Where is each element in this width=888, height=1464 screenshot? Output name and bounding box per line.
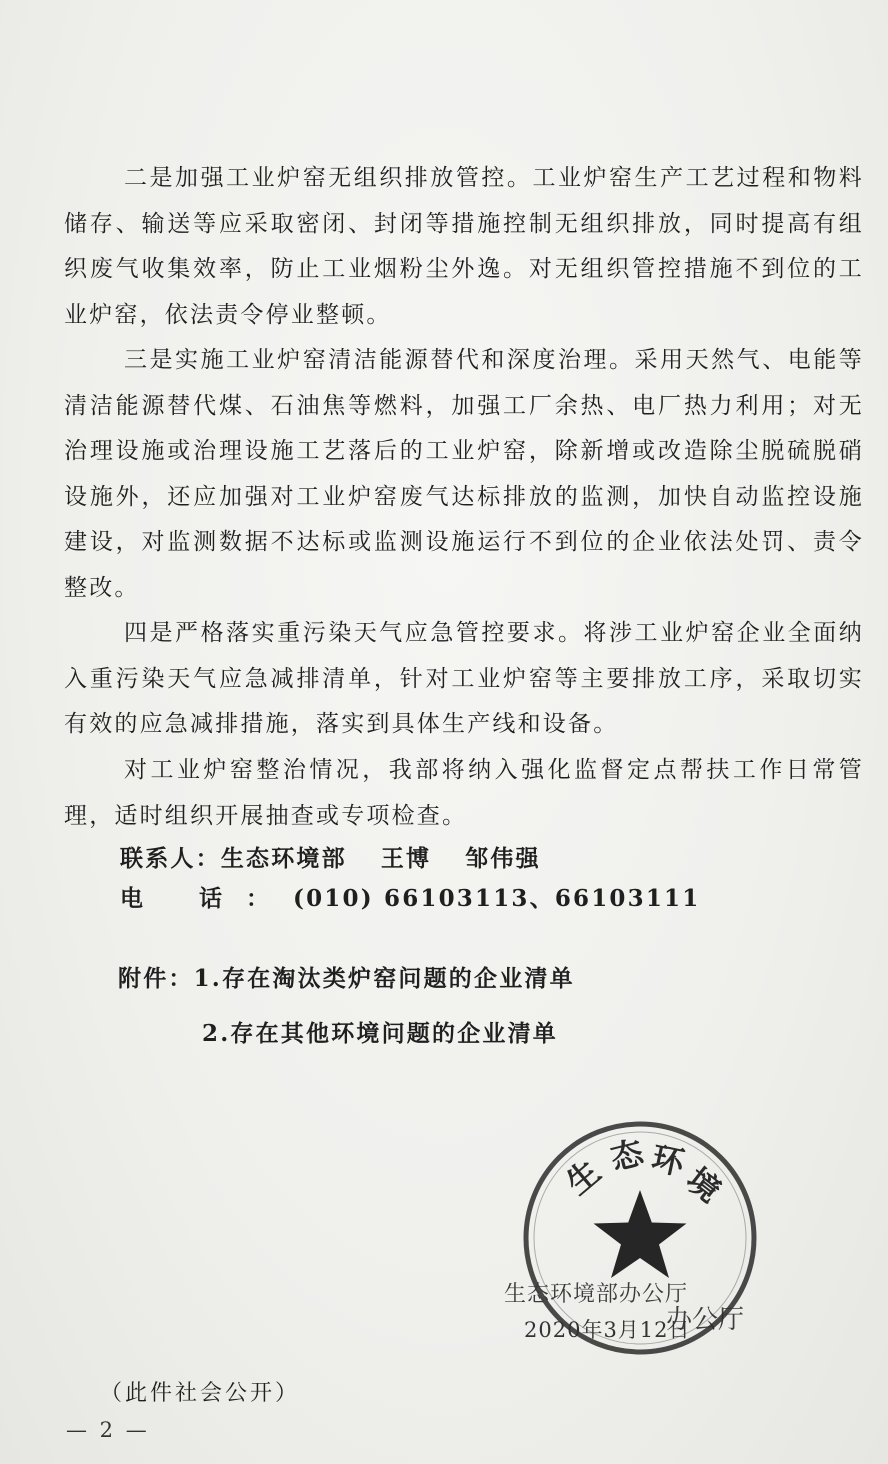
svg-text:办公厅: 办公厅 bbox=[666, 1305, 745, 1335]
public-note: （此件社会公开） bbox=[100, 1381, 301, 1406]
contact-line bbox=[120, 840, 541, 873]
issuer-name: 生态环境部办公厅 bbox=[504, 1282, 689, 1307]
phone-label: 电 话： bbox=[120, 885, 294, 912]
page-number: — 2 — bbox=[66, 1418, 150, 1442]
paragraph-heavy-pollution: 四是严格落实重污染天气应急管控要求。将涉工业炉窑企业全面纳入重污染天气应急减排清单，针对工业炉窑等主要排放工序，采取切实有效的应急减排措施，落实到具体生产线和设备。 bbox=[64, 620, 864, 737]
attachment-2: 2.存在其他环境问题的企业清单 bbox=[202, 1020, 559, 1047]
svg-text:环: 环 bbox=[648, 1138, 688, 1183]
paragraph-clean-energy: 三是实施工业炉窑清洁能源替代和深度治理。采用天然气、电能等清洁能源替代煤、石油焦等燃料，加强工厂余热、电厂热力利用；对无治理设施或治理设施工艺落后的工业炉窑，除新增或改造除尘脱硫脱硝设施外，还应加强对工业炉窑废气达标排放的监测，加快自动监控设施建设，对监测数据不达标或监测设施运行不到位的企业依法处罚、责令整改。 bbox=[64, 347, 864, 601]
paragraph-supervision: 对工业炉窑整治情况，我部将纳入强化监督定点帮扶工作日常管理，适时组织开展抽查或专项检查。 bbox=[64, 757, 864, 829]
contact-person-1: 王博 bbox=[380, 845, 432, 872]
svg-text:态: 态 bbox=[606, 1133, 647, 1178]
star-icon bbox=[594, 1190, 687, 1278]
attachment-1: 附件：1.存在淘汰类炉窑问题的企业清单 bbox=[118, 965, 575, 992]
phone-line bbox=[120, 880, 700, 913]
contact-person-2: 邹伟强 bbox=[465, 845, 541, 872]
paragraph-furnace-fugitive-emission: 二是加强工业炉窑无组织排放管控。工业炉窑生产工艺过程和物料储存、输送等应采取密闭、封闭等措施控制无组织排放，同时提高有组织废气收集效率，防止工业烟粉尘外逸。对无组织管控措施不到位的工业炉窑，依法责令停业整顿。 bbox=[64, 165, 864, 328]
phone-numbers: (010) 66103113、66103111 bbox=[293, 885, 701, 912]
svg-text:生: 生 bbox=[558, 1152, 608, 1203]
contact-department: 生态环境部 bbox=[220, 845, 347, 872]
issue-date: 2020年3月12日 bbox=[524, 1318, 691, 1342]
svg-text:境: 境 bbox=[679, 1160, 728, 1211]
contact-label: 联系人： bbox=[120, 845, 221, 872]
